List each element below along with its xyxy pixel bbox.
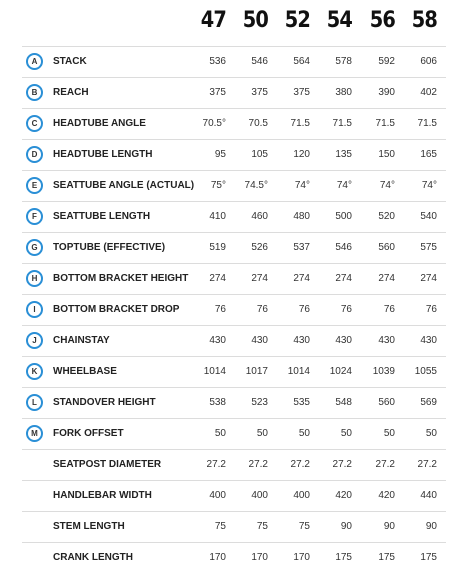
table-row (22, 108, 446, 140)
row-value-size-5: 575 (420, 242, 437, 253)
row-value-size-3: 546 (335, 242, 352, 253)
row-value-size-2: 375 (293, 87, 310, 98)
row-value-size-5: 175 (420, 552, 437, 563)
table-row (22, 201, 446, 233)
row-value-size-3: 74° (336, 180, 352, 191)
row-letter-badge: A (26, 53, 43, 70)
row-value-size-1: 76 (256, 304, 268, 315)
row-value-size-3: 90 (340, 521, 352, 532)
row-value-size-5: 402 (420, 87, 437, 98)
size-header-0: 47 (200, 8, 226, 33)
table-row (22, 356, 446, 388)
table-row (22, 480, 446, 512)
row-value-size-3: 27.2 (332, 459, 352, 470)
row-value-size-4: 274 (378, 273, 395, 284)
row-value-size-5: 540 (420, 211, 437, 222)
row-value-size-0: 95 (214, 149, 226, 160)
row-value-size-2: 50 (298, 428, 310, 439)
row-letter-badge: K (26, 363, 43, 380)
row-value-size-2: 480 (293, 211, 310, 222)
row-label: HEADTUBE ANGLE (53, 118, 146, 129)
row-label: STEM LENGTH (53, 521, 125, 532)
row-value-size-4: 560 (378, 242, 395, 253)
row-value-size-4: 420 (378, 490, 395, 501)
row-value-size-5: 90 (425, 521, 437, 532)
row-value-size-4: 592 (378, 56, 395, 67)
row-value-size-1: 75 (256, 521, 268, 532)
row-value-size-3: 274 (335, 273, 352, 284)
row-value-size-1: 50 (256, 428, 268, 439)
row-letter-badge: E (26, 177, 43, 194)
row-value-size-2: 71.5 (290, 118, 310, 129)
row-value-size-2: 274 (293, 273, 310, 284)
row-value-size-3: 175 (335, 552, 352, 563)
row-letter-badge: D (26, 146, 43, 163)
row-value-size-3: 380 (335, 87, 352, 98)
row-letter-badge: L (26, 394, 43, 411)
row-value-size-3: 135 (335, 149, 352, 160)
table-row (22, 418, 446, 450)
row-value-size-0: 400 (209, 490, 226, 501)
row-value-size-5: 606 (420, 56, 437, 67)
row-value-size-4: 390 (378, 87, 395, 98)
table-row (22, 542, 446, 574)
row-value-size-5: 569 (420, 397, 437, 408)
row-value-size-0: 75° (210, 180, 226, 191)
row-value-size-4: 1039 (372, 366, 395, 377)
row-value-size-0: 410 (209, 211, 226, 222)
row-value-size-5: 27.2 (417, 459, 437, 470)
table-row (22, 77, 446, 109)
row-value-size-5: 430 (420, 335, 437, 346)
row-label: WHEELBASE (53, 366, 117, 377)
row-value-size-4: 27.2 (375, 459, 395, 470)
row-value-size-3: 548 (335, 397, 352, 408)
row-label: SEATTUBE ANGLE (ACTUAL) (53, 180, 195, 191)
row-value-size-1: 400 (251, 490, 268, 501)
row-label: FORK OFFSET (53, 428, 124, 439)
row-value-size-1: 1017 (245, 366, 268, 377)
row-value-size-3: 76 (340, 304, 352, 315)
row-value-size-1: 523 (251, 397, 268, 408)
row-value-size-0: 536 (209, 56, 226, 67)
row-value-size-3: 50 (340, 428, 352, 439)
row-value-size-0: 538 (209, 397, 226, 408)
row-value-size-4: 520 (378, 211, 395, 222)
row-label: CHAINSTAY (53, 335, 110, 346)
row-value-size-4: 76 (383, 304, 395, 315)
row-value-size-5: 165 (420, 149, 437, 160)
row-value-size-5: 71.5 (417, 118, 437, 129)
row-value-size-3: 578 (335, 56, 352, 67)
table-row (22, 449, 446, 481)
row-value-size-0: 519 (209, 242, 226, 253)
row-value-size-1: 74.5° (244, 180, 268, 191)
row-label: SEATTUBE LENGTH (53, 211, 151, 222)
table-row (22, 232, 446, 264)
row-value-size-2: 120 (293, 149, 310, 160)
row-letter-badge: J (26, 332, 43, 349)
size-header-row (0, 0, 460, 46)
row-value-size-1: 70.5 (248, 118, 268, 129)
row-value-size-1: 375 (251, 87, 268, 98)
row-value-size-0: 75 (214, 521, 226, 532)
row-value-size-0: 27.2 (206, 459, 226, 470)
row-value-size-2: 27.2 (290, 459, 310, 470)
row-value-size-2: 170 (293, 552, 310, 563)
row-letter-badge: F (26, 208, 43, 225)
row-label: BOTTOM BRACKET HEIGHT (53, 273, 189, 284)
size-header-5: 58 (411, 8, 437, 33)
table-row (22, 325, 446, 357)
row-letter-badge: M (26, 425, 43, 442)
row-value-size-5: 1055 (414, 366, 437, 377)
row-value-size-2: 74° (294, 180, 310, 191)
row-label: SEATPOST DIAMETER (53, 459, 162, 470)
row-value-size-0: 375 (209, 87, 226, 98)
row-value-size-2: 430 (293, 335, 310, 346)
row-value-size-0: 170 (209, 552, 226, 563)
row-value-size-1: 27.2 (248, 459, 268, 470)
row-value-size-1: 274 (251, 273, 268, 284)
row-value-size-4: 90 (383, 521, 395, 532)
size-header-3: 54 (326, 8, 352, 33)
row-label: STACK (53, 56, 87, 67)
row-value-size-4: 74° (379, 180, 395, 191)
row-value-size-2: 76 (298, 304, 310, 315)
row-letter-badge: C (26, 115, 43, 132)
row-label: STANDOVER HEIGHT (53, 397, 156, 408)
table-row (22, 511, 446, 543)
row-value-size-2: 75 (298, 521, 310, 532)
row-value-size-0: 1014 (203, 366, 226, 377)
row-value-size-0: 70.5° (202, 118, 226, 129)
row-value-size-2: 400 (293, 490, 310, 501)
row-value-size-2: 537 (293, 242, 310, 253)
row-value-size-0: 76 (214, 304, 226, 315)
row-label: REACH (53, 87, 89, 98)
row-value-size-4: 560 (378, 397, 395, 408)
row-value-size-3: 1024 (329, 366, 352, 377)
row-value-size-4: 71.5 (375, 118, 395, 129)
table-row (22, 170, 446, 202)
row-value-size-1: 105 (251, 149, 268, 160)
row-value-size-4: 150 (378, 149, 395, 160)
row-value-size-5: 274 (420, 273, 437, 284)
row-label: CRANK LENGTH (53, 552, 133, 563)
row-value-size-4: 50 (383, 428, 395, 439)
table-row (22, 263, 446, 295)
row-value-size-1: 460 (251, 211, 268, 222)
row-label: BOTTOM BRACKET DROP (53, 304, 180, 315)
row-value-size-3: 420 (335, 490, 352, 501)
row-letter-badge: G (26, 239, 43, 256)
row-value-size-1: 170 (251, 552, 268, 563)
row-value-size-1: 546 (251, 56, 268, 67)
row-value-size-1: 526 (251, 242, 268, 253)
row-value-size-0: 50 (214, 428, 226, 439)
row-label: HANDLEBAR WIDTH (53, 490, 152, 501)
table-row (22, 387, 446, 419)
row-value-size-2: 564 (293, 56, 310, 67)
row-value-size-4: 175 (378, 552, 395, 563)
row-value-size-5: 50 (425, 428, 437, 439)
row-value-size-3: 500 (335, 211, 352, 222)
row-value-size-3: 430 (335, 335, 352, 346)
size-header-4: 56 (369, 8, 395, 33)
table-row (22, 46, 446, 78)
row-letter-badge: I (26, 301, 43, 318)
row-value-size-0: 430 (209, 335, 226, 346)
size-header-1: 50 (242, 8, 268, 33)
row-value-size-0: 274 (209, 273, 226, 284)
row-letter-badge: H (26, 270, 43, 287)
row-letter-badge: B (26, 84, 43, 101)
row-value-size-3: 71.5 (332, 118, 352, 129)
row-value-size-1: 430 (251, 335, 268, 346)
table-row (22, 294, 446, 326)
row-label: HEADTUBE LENGTH (53, 149, 153, 160)
row-value-size-5: 76 (425, 304, 437, 315)
table-row (22, 139, 446, 171)
row-value-size-4: 430 (378, 335, 395, 346)
size-header-2: 52 (284, 8, 310, 33)
row-value-size-5: 440 (420, 490, 437, 501)
row-value-size-5: 74° (421, 180, 437, 191)
row-value-size-2: 535 (293, 397, 310, 408)
row-value-size-2: 1014 (287, 366, 310, 377)
row-label: TOPTUBE (EFFECTIVE) (53, 242, 166, 253)
